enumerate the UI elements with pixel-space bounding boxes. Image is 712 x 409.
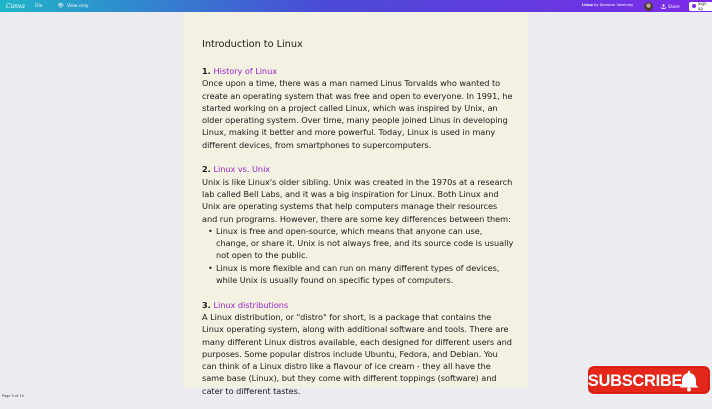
view-only-label: View only — [66, 3, 89, 9]
eye-icon: 👁 — [57, 3, 64, 9]
share-label: Share — [668, 3, 680, 9]
list-item: • Linux is more flexible and can run on many different types of devices, while Unix is usually found on specific types of computers. — [216, 262, 514, 287]
document-page — [183, 12, 528, 396]
list-item: • Linux is free and open-source, which means that anyone can use, change, or share it. Unix is not always free, and its source code is usually not open to the public. — [216, 225, 514, 262]
section-heading — [202, 65, 514, 77]
section-link-history[interactable]: History of Linux — [213, 66, 278, 76]
share-button[interactable] — [658, 2, 683, 10]
section-body: Once upon a time, there was a man named Linus Torvalds who wanted to create an operating system that was free and open to everyone. In 1991, he started working on a project called Linux, which was inspired by Unix, an older operating system. Over time, many people joined Linus in developing Linux, making it better and more powerful. Today, Linux is used in many different devices, from smartphones to supercomputers. — [202, 78, 513, 150]
section-number: 2. — [202, 164, 214, 175]
section-link-linux-vs-unix[interactable]: Linux vs. Unix — [213, 164, 271, 175]
file-menu[interactable]: File — [35, 3, 43, 9]
sign-up-label: Sign up — [697, 1, 707, 11]
document-title — [582, 3, 633, 7]
section-link-distributions[interactable]: Linux distributions — [213, 299, 289, 310]
section-history — [202, 65, 514, 151]
page-title: Introduction to Linux — [202, 39, 303, 50]
section-body: A Linux distribution, or "distro" for short, is a package that contains the Linux operating system, along with additional software and tools. There are many different Linux distros available, each designed for different users and purposes. Some popular distros include Ubuntu, Fedora, and Debian. You can think of a Linux distro like a flavour of ice cream - they all have the same base (Linux), but they come with different toppings (software) and cater to different tastes. — [202, 311, 512, 396]
section-body: Unix is like Linux's older sibling. Unix was created in the 1970s at a research lab called Bell Labs, and it was a big inspiration for Linux. Both Linux and Unix are operating systems that help computers manage their resources and run programs. However, there are some key differences between them: — [202, 176, 513, 224]
user-icon — [692, 4, 696, 8]
section-heading — [202, 163, 514, 175]
document-content — [202, 38, 514, 409]
subscribe-button[interactable] — [588, 366, 710, 394]
section-distributions — [202, 299, 514, 397]
section-number: 1. — [202, 66, 214, 76]
section-heading — [202, 299, 514, 311]
subscribe-label: SUBSCRIBE — [587, 372, 683, 390]
section-linux-vs-unix — [202, 163, 514, 286]
top-bar — [0, 0, 712, 12]
section-number: 3. — [202, 299, 214, 310]
bullet-list — [216, 225, 514, 286]
page-indicator: Page 5 of 10 — [2, 394, 24, 398]
avatar[interactable] — [644, 2, 653, 11]
share-icon — [661, 4, 666, 9]
doc-author: by Devansh Varshney — [592, 3, 634, 7]
sign-up-button[interactable] — [689, 2, 712, 11]
canva-logo[interactable]: Canva — [6, 2, 25, 10]
view-only-button[interactable] — [58, 3, 89, 9]
doc-name: Linux — [582, 3, 593, 7]
